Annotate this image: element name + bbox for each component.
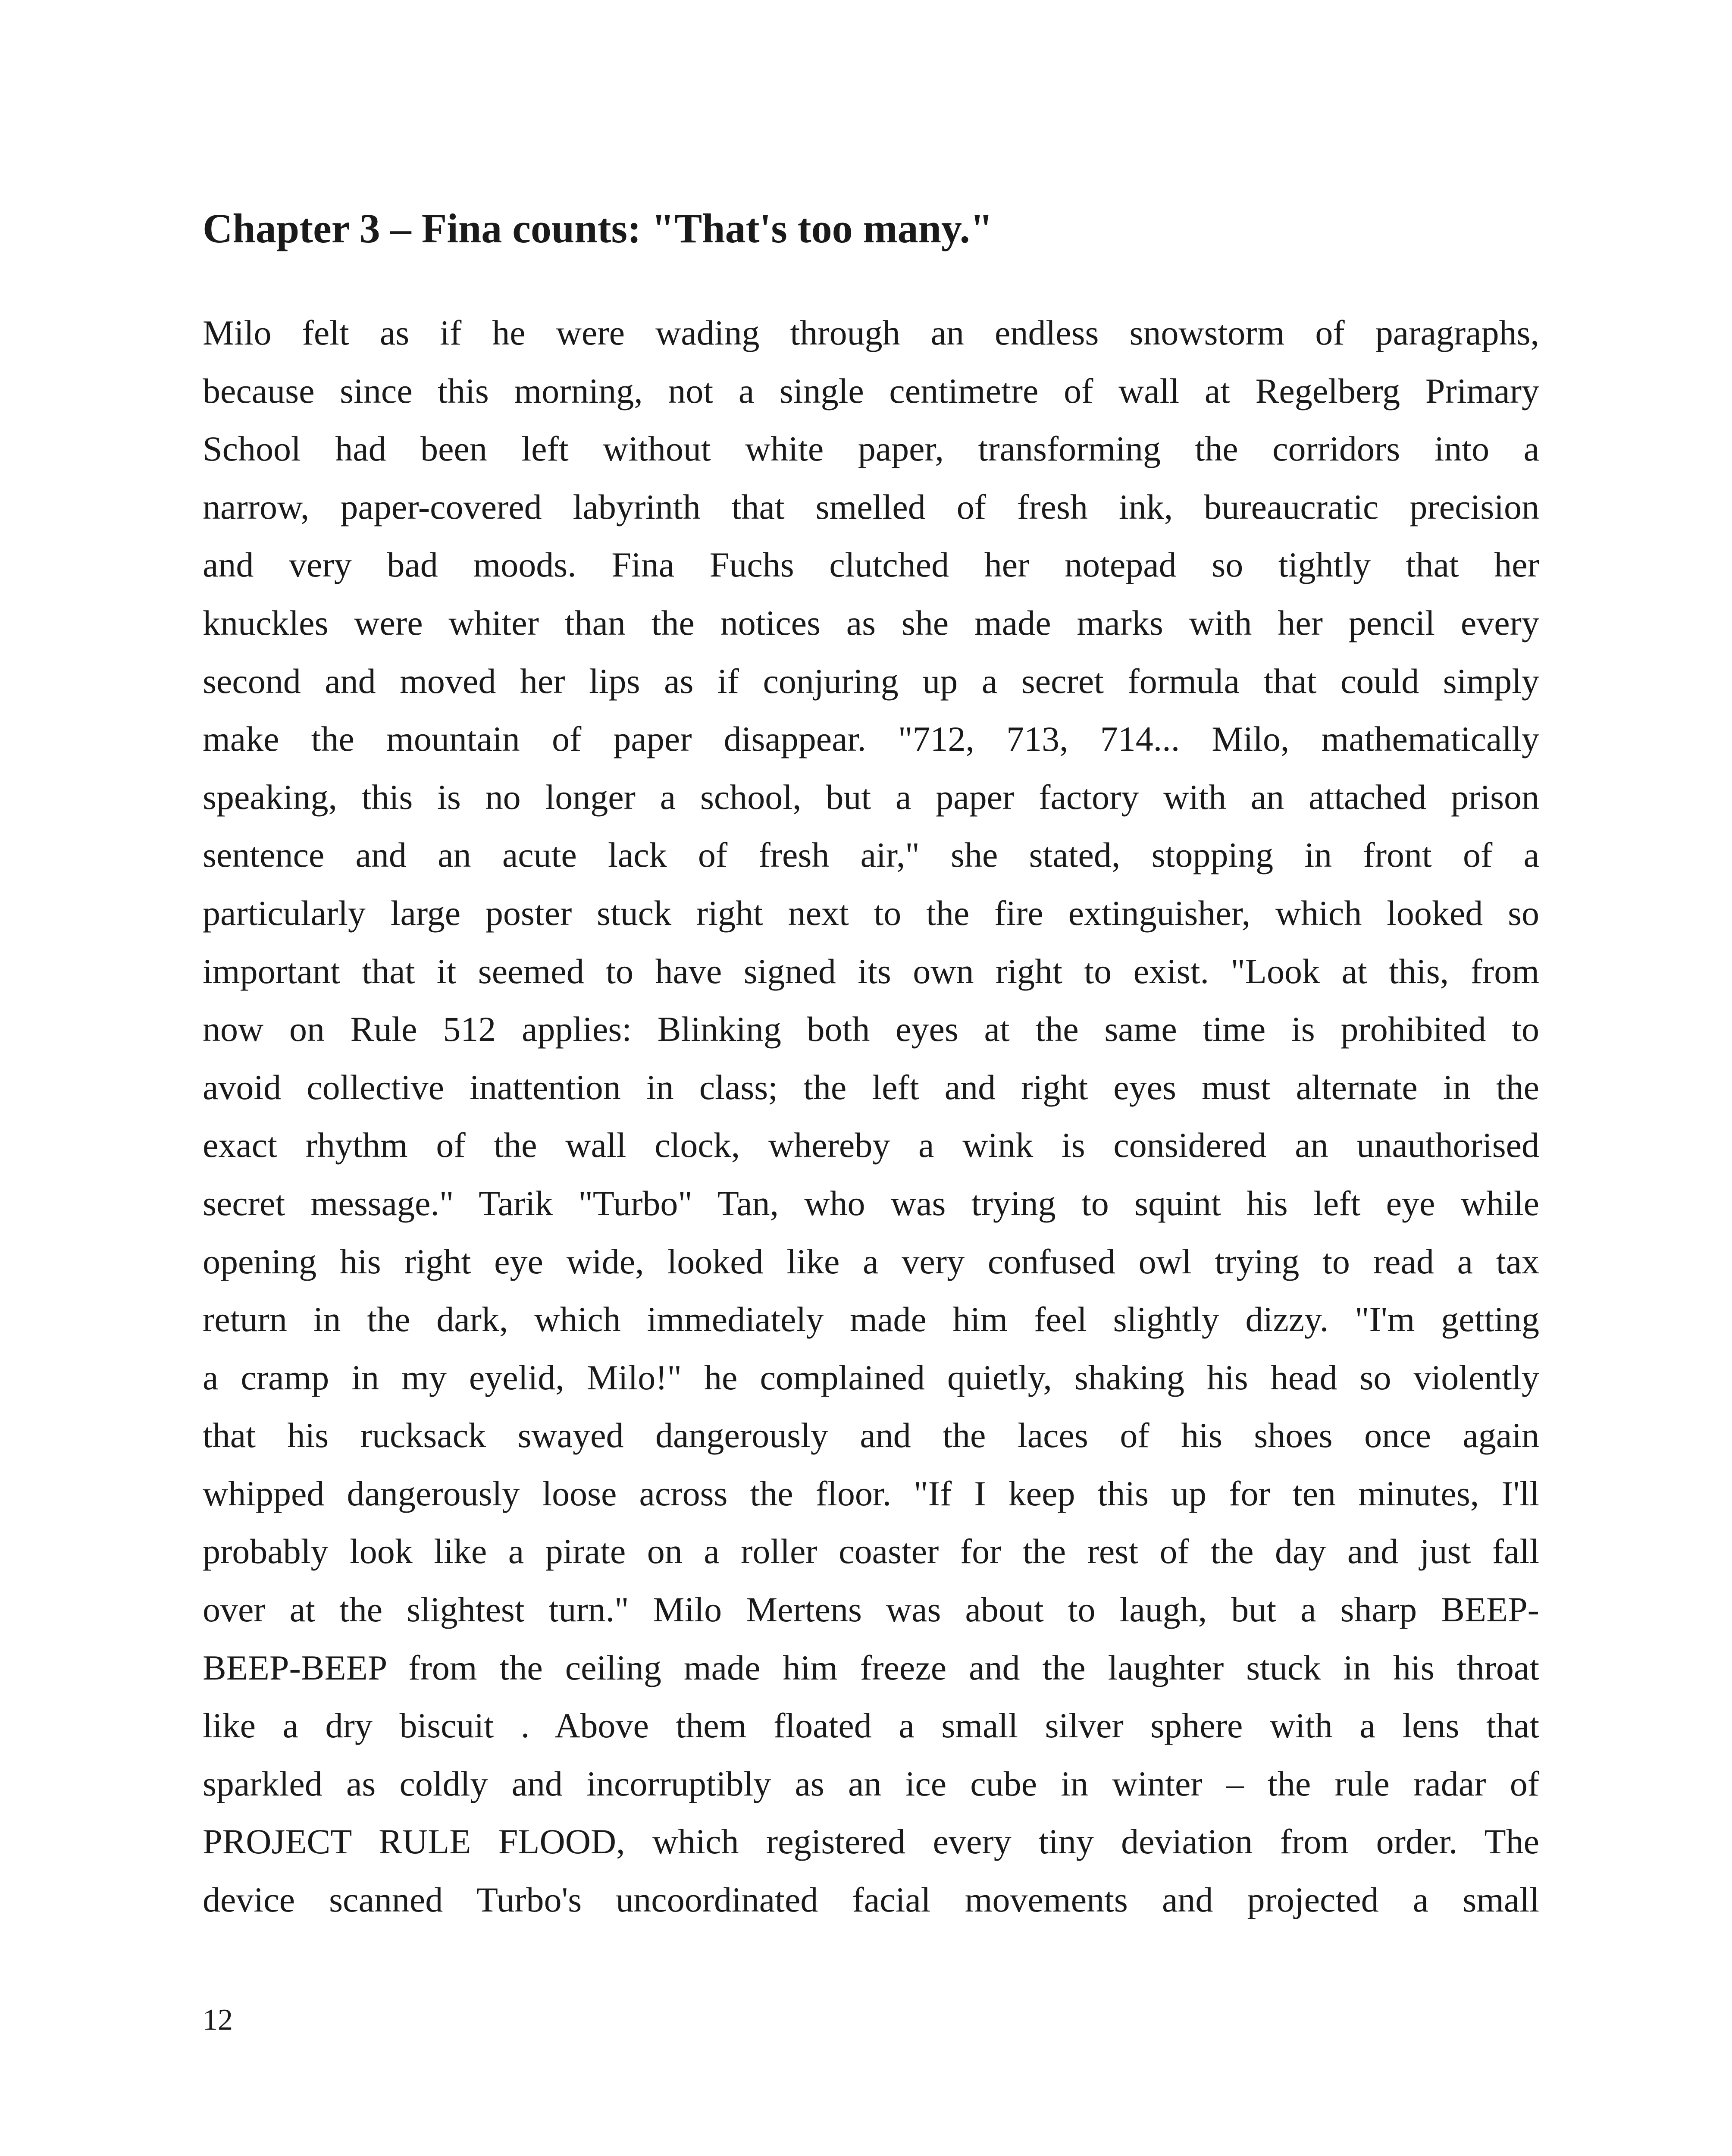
paragraph-line: sparkled as coldly and incorruptibly as an ice cube in winter – the rule radar of xyxy=(203,1764,1539,1803)
paragraph-line: and very bad moods. Fina Fuchs clutched her notepad so tightly that her xyxy=(203,545,1539,585)
paragraph-line: whipped dangerously loose across the floor. "If I keep this up for ten minutes, I'll xyxy=(203,1473,1539,1513)
paragraph-line: sentence and an acute lack of fresh air," she stated, stopping in front of a xyxy=(203,835,1539,875)
paragraph-line: return in the dark, which immediately made him feel slightly dizzy. "I'm getting xyxy=(203,1300,1539,1339)
paragraph-line: second and moved her lips as if conjuring up a secret formula that could simply xyxy=(203,661,1539,701)
paragraph-line: speaking, this is no longer a school, but a paper factory with an attached prison xyxy=(203,777,1539,817)
page-number: 12 xyxy=(203,2003,233,2037)
paragraph-line: secret message." Tarik "Turbo" Tan, who was trying to squint his left eye while xyxy=(203,1183,1539,1223)
paragraph-line: make the mountain of paper disappear. "712, 713, 714... Milo, mathematically xyxy=(203,719,1539,759)
paragraph-line: avoid collective inattention in class; the left and right eyes must alternate in the xyxy=(203,1067,1539,1107)
paragraph-line: BEEP-BEEP from the ceiling made him freeze and the laughter stuck in his throat xyxy=(203,1648,1539,1687)
paragraph-line: probably look like a pirate on a roller coaster for the rest of the day and just fall xyxy=(203,1532,1539,1571)
paragraph-line: a cramp in my eyelid, Milo!" he complained quietly, shaking his head so violently xyxy=(203,1357,1539,1397)
paragraph-line: that his rucksack swayed dangerously and the laces of his shoes once again xyxy=(203,1416,1539,1455)
paragraph-line: exact rhythm of the wall clock, whereby a wink is considered an unauthorised xyxy=(203,1125,1539,1165)
paragraph-line: narrow, paper-covered labyrinth that smelled of fresh ink, bureaucratic precision xyxy=(203,487,1539,526)
paragraph-line: like a dry biscuit . Above them floated a small silver sphere with a lens that xyxy=(203,1706,1539,1745)
paragraph-line: important that it seemed to have signed its own right to exist. "Look at this, from xyxy=(203,951,1539,991)
paragraph-line: device scanned Turbo's uncoordinated facial movements and projected a small xyxy=(203,1880,1539,1920)
paragraph-line: over at the slightest turn." Milo Mertens was about to laugh, but a sharp BEEP- xyxy=(203,1590,1539,1630)
paragraph-line: knuckles were whiter than the notices as she made marks with her pencil every xyxy=(203,603,1539,642)
paragraph-line: because since this morning, not a single centimetre of wall at Regelberg Primary xyxy=(203,371,1539,411)
body-paragraph xyxy=(203,304,1539,1929)
paragraph-line: opening his right eye wide, looked like a very confused owl trying to read a tax xyxy=(203,1241,1539,1281)
paragraph-line: Milo felt as if he were wading through an endless snowstorm of paragraphs, xyxy=(203,313,1539,352)
paragraph-line: particularly large poster stuck right next to the fire extinguisher, which looked so xyxy=(203,893,1539,933)
paragraph-line: School had been left without white paper, transforming the corridors into a xyxy=(203,429,1539,469)
paragraph-line: PROJECT RULE FLOOD, which registered every tiny deviation from order. The xyxy=(203,1822,1539,1861)
chapter-title: Chapter 3 – Fina counts: "That's too many." xyxy=(203,205,993,251)
paragraph-line: now on Rule 512 applies: Blinking both eyes at the same time is prohibited to xyxy=(203,1009,1539,1049)
